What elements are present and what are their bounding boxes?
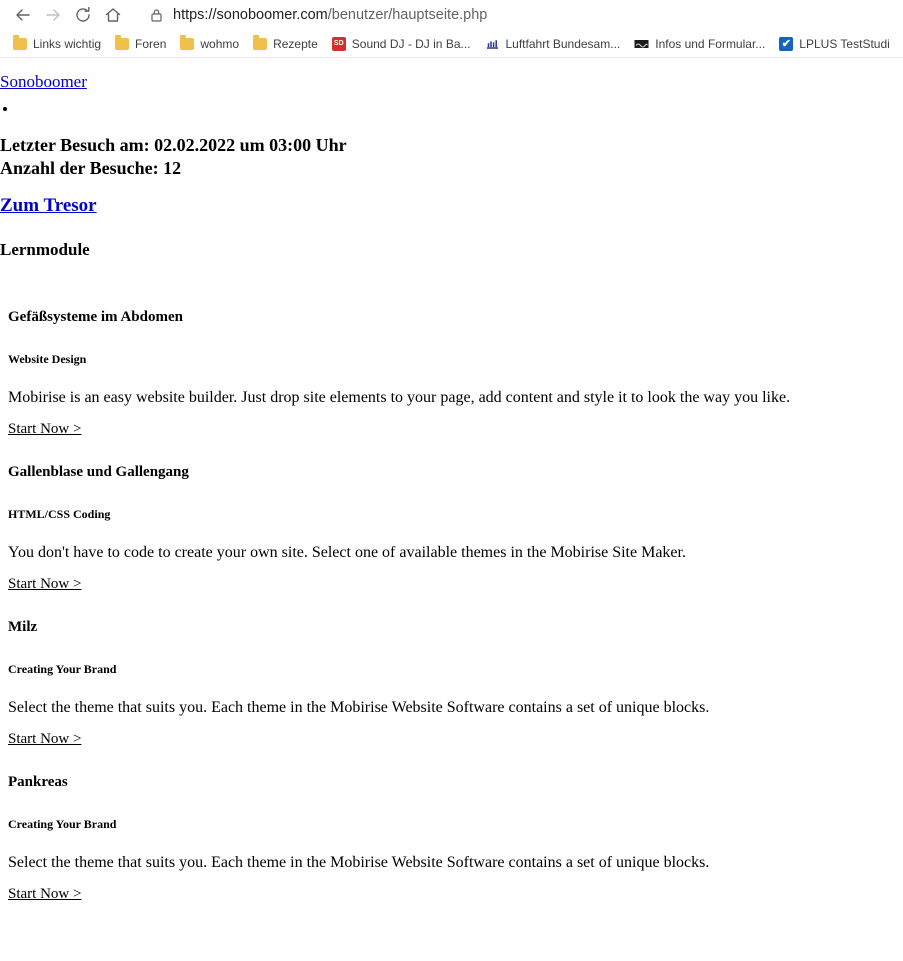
module-title: Pankreas bbox=[8, 774, 68, 790]
bookmark-rezepte[interactable] bbox=[246, 32, 325, 56]
navigation-toolbar bbox=[0, 0, 903, 30]
visit-count-text: Anzahl der Besuche: 12 bbox=[0, 158, 182, 178]
address-bar-text bbox=[173, 7, 487, 23]
lock-icon[interactable] bbox=[150, 8, 163, 22]
start-now-link[interactable]: Start Now > bbox=[8, 731, 82, 747]
folder-icon bbox=[13, 38, 27, 50]
zum-tresor-link[interactable]: Zum Tresor bbox=[0, 195, 97, 216]
home-icon bbox=[103, 5, 123, 25]
back-button[interactable] bbox=[8, 0, 38, 30]
module-text: Mobirise is an easy website builder. Just drop site elements to your page, add content and style it to look the way you like. bbox=[8, 389, 791, 406]
module-text: Select the theme that suits you. Each theme in the Mobirise Website Software contains a set of unique blocks. bbox=[8, 854, 710, 871]
bookmark-luftfahrt-bundesamt[interactable] bbox=[478, 32, 628, 56]
bookmark-label: Foren bbox=[135, 36, 167, 51]
bookmark-label: Sound DJ - DJ in Ba... bbox=[351, 36, 471, 51]
home-button[interactable] bbox=[98, 0, 128, 30]
browser-chrome bbox=[0, 0, 903, 58]
bookmark-label: Links wichtig bbox=[33, 36, 102, 51]
nav-bullet-list bbox=[0, 100, 18, 112]
lplus-teststudio-icon: ✔ bbox=[779, 37, 793, 51]
bookmark-wohmo[interactable] bbox=[173, 32, 246, 56]
reload-button[interactable] bbox=[68, 0, 98, 30]
bookmark-links-wichtig[interactable] bbox=[6, 32, 108, 56]
module-card bbox=[0, 308, 903, 438]
module-subtitle: HTML/CSS Coding bbox=[8, 507, 111, 521]
module-subtitle: Creating Your Brand bbox=[8, 817, 117, 831]
sound-dj-icon: SD bbox=[332, 37, 346, 51]
url-host: https://sonoboomer.com bbox=[173, 7, 328, 23]
luftfahrt-bundesamt-icon bbox=[485, 37, 500, 51]
module-card bbox=[0, 463, 903, 593]
module-title: Gallenblase und Gallengang bbox=[8, 464, 189, 480]
arrow-right-icon bbox=[43, 5, 63, 25]
folder-icon bbox=[180, 38, 194, 50]
bookmark-label: Luftfahrt Bundesam... bbox=[505, 36, 621, 51]
module-card bbox=[0, 618, 903, 748]
start-now-link[interactable]: Start Now > bbox=[8, 886, 82, 902]
forward-button[interactable] bbox=[38, 0, 68, 30]
module-subtitle: Website Design bbox=[8, 352, 87, 366]
bookmark-label: LPLUS TestStudi bbox=[799, 36, 890, 51]
last-visit-text: Letzter Besuch am: 02.02.2022 um 03:00 Uhr bbox=[0, 135, 347, 155]
sonoboomer-link[interactable]: Sonoboomer bbox=[0, 72, 87, 91]
module-title: Gefäßsysteme im Abdomen bbox=[8, 309, 183, 325]
infos-formulare-icon bbox=[634, 37, 649, 51]
module-card bbox=[0, 773, 903, 903]
bookmark-sound-dj[interactable] bbox=[325, 32, 478, 56]
address-bar[interactable] bbox=[140, 2, 895, 28]
bookmarks-bar bbox=[0, 30, 903, 58]
module-text: You don't have to code to create your own site. Select one of available themes in the Mobirise Site Maker. bbox=[8, 544, 686, 561]
module-list bbox=[0, 308, 903, 928]
module-subtitle: Creating Your Brand bbox=[8, 662, 117, 676]
folder-icon bbox=[115, 38, 129, 50]
bookmark-label: Rezepte bbox=[273, 36, 318, 51]
bookmark-lplus-teststudio[interactable] bbox=[772, 32, 897, 56]
bookmark-label: wohmo bbox=[200, 36, 240, 51]
bookmark-foren[interactable] bbox=[108, 32, 173, 56]
reload-icon bbox=[73, 5, 93, 25]
module-title: Milz bbox=[8, 619, 38, 635]
start-now-link[interactable]: Start Now > bbox=[8, 576, 82, 592]
arrow-left-icon bbox=[13, 5, 33, 25]
page-title: Lernmodule bbox=[0, 240, 90, 259]
start-now-link[interactable]: Start Now > bbox=[8, 421, 82, 437]
folder-icon bbox=[253, 38, 267, 50]
module-text: Select the theme that suits you. Each theme in the Mobirise Website Software contains a set of unique blocks. bbox=[8, 699, 710, 716]
url-path: /benutzer/hauptseite.php bbox=[327, 7, 488, 23]
bookmark-infos-und-formulare[interactable] bbox=[627, 32, 772, 56]
bookmark-label: Infos und Formular... bbox=[655, 36, 766, 51]
visit-info bbox=[0, 134, 347, 180]
